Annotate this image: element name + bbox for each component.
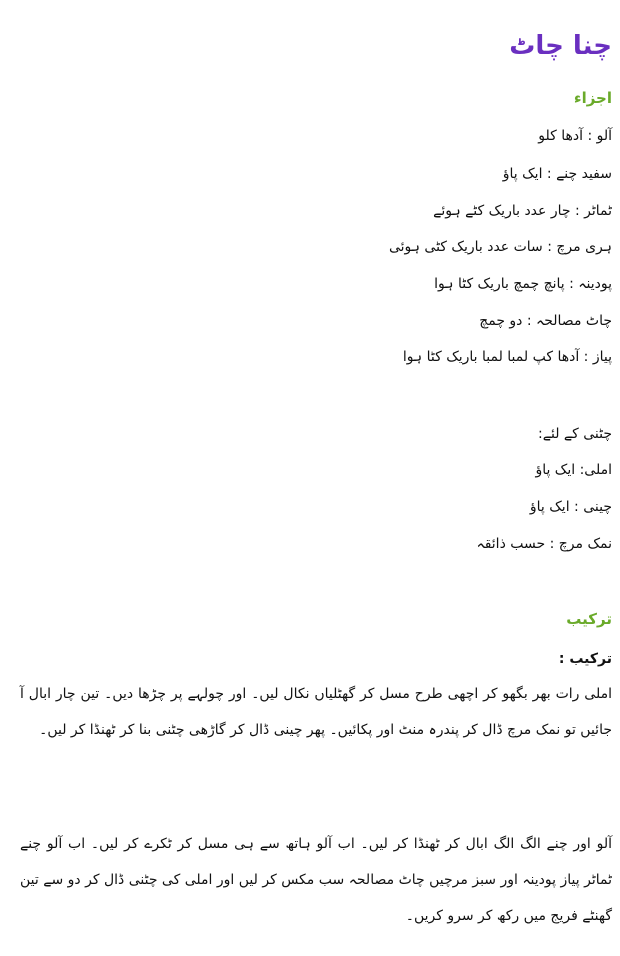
method-paragraph: املی رات بھر بگھو کر اچھی طرح مسل کر گھٹلیاں نکال لیں۔ اور چولہے پر چڑھا دیں۔ تین چار ابال آ جائیں تو نمک مرچ ڈال کر پندرہ منٹ اور پکائیں۔ پھر چینی ڈال کر گاڑھی چٹنی بنا کر ٹھنڈا کر لیں۔ bbox=[20, 686, 612, 738]
ingredient-item: سفید چنے : ایک پاؤ bbox=[502, 166, 612, 182]
ingredient-item: ہری مرچ : سات عدد باریک کٹی ہوئی bbox=[388, 239, 612, 255]
ingredient-item: چاٹ مصالحہ : دو چمچ bbox=[479, 313, 612, 329]
chutney-item: نمک مرچ : حسب ذائقہ bbox=[476, 536, 612, 552]
chutney-item: چینی : ایک پاؤ bbox=[529, 499, 612, 515]
ingredient-item: پودینہ : پانچ چمچ باریک کٹا ہوا bbox=[434, 276, 612, 292]
ingredient-item: پیاز : آدھا کپ لمبا لمبا باریک کٹا ہوا bbox=[402, 349, 612, 365]
ingredient-item: ٹماٹر : چار عدد باریک کٹے ہوئے bbox=[433, 203, 612, 219]
ingredient-item: آلو : آدھا کلو bbox=[538, 128, 612, 144]
ingredients-heading: اجزاء bbox=[573, 89, 612, 107]
chutney-item: املی: ایک پاؤ bbox=[535, 462, 612, 478]
method-paragraph: آلو اور چنے الگ الگ ابال کر ٹھنڈا کر لیں۔ اب آلو ہاتھ سے ہی مسل کر ٹکرے کر لیں۔ اب آلو چنے ٹماٹر پیاز پودینہ اور سبز مرچیں چاٹ مصالحہ سب مکس کر لیں اور املی کی چٹنی ڈال کر دو سے تین گھنٹے فریج میں رکھ کر سرو کریں۔ bbox=[20, 836, 612, 924]
method-label: ترکیب : bbox=[558, 651, 612, 667]
method-heading: ترکیب bbox=[566, 610, 612, 628]
recipe-title: چنا چاٹ bbox=[509, 31, 612, 61]
chutney-heading: چٹنی کے لئے: bbox=[538, 426, 612, 442]
